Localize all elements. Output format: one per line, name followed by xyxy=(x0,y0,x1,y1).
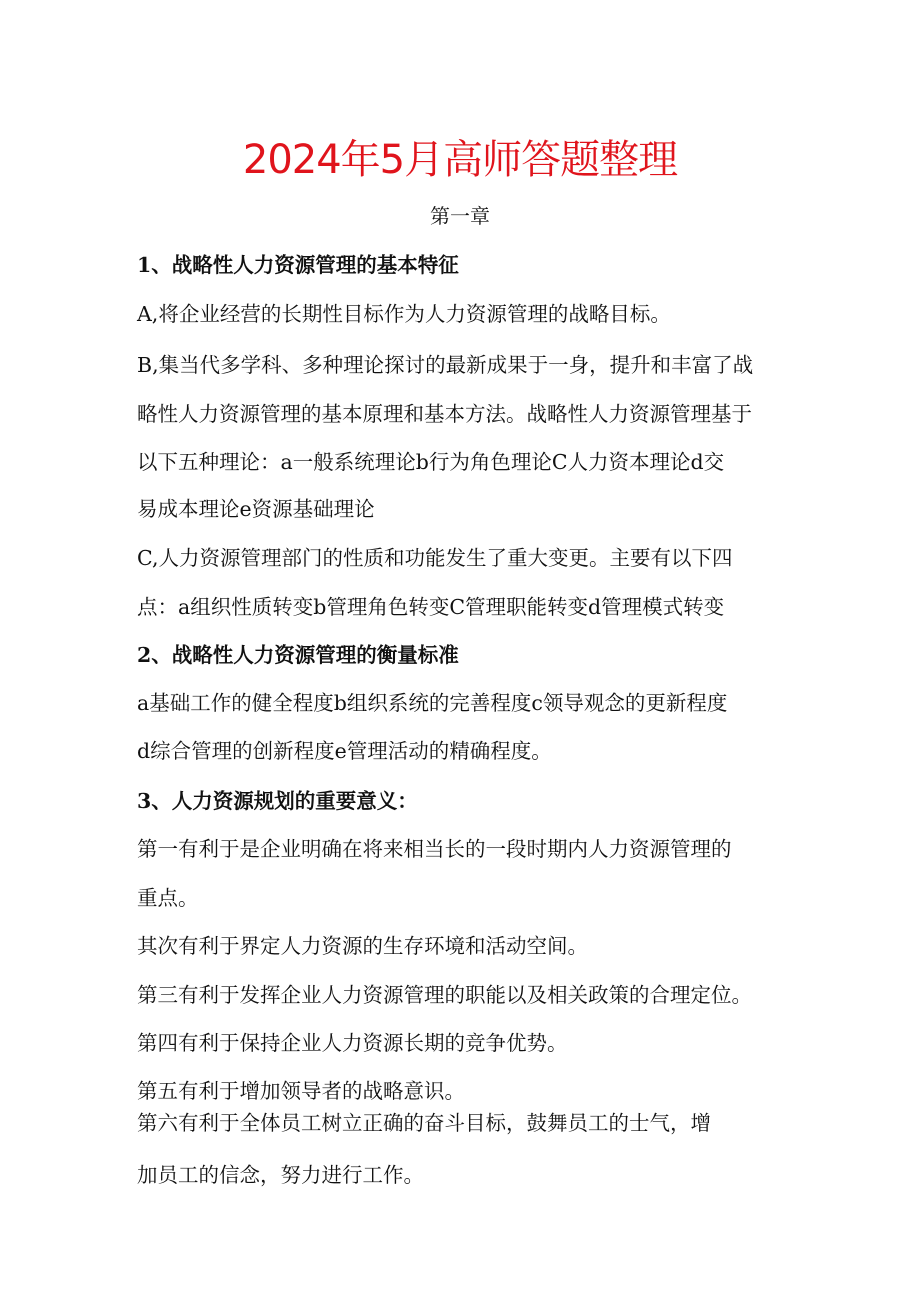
paragraph-line: 第三有利于发挥企业人力资源管理的职能以及相关政策的合理定位。 xyxy=(137,983,752,1007)
paragraph-line: 第一有利于是企业明确在将来相当长的一段时期内人力资源管理的 xyxy=(137,837,732,861)
section-heading-1: 1、战略性人力资源管理的基本特征 xyxy=(137,253,459,277)
paragraph-line: 易成本理论e资源基础理论 xyxy=(137,497,375,521)
paragraph-line: 加员工的信念，努力进行工作。 xyxy=(137,1163,424,1187)
paragraph-line: B,集当代多学科、多种理论探讨的最新成果于一身，提升和丰富了战 xyxy=(137,353,754,377)
paragraph-line: 点：a组织性质转变b管理角色转变C管理职能转变d管理模式转变 xyxy=(137,595,725,619)
paragraph-line: 重点。 xyxy=(137,886,199,910)
document-title: 2024年5月高师答题整理 xyxy=(242,137,678,183)
chapter-heading: 第一章 xyxy=(430,204,490,228)
paragraph-line: 第五有利于增加领导者的战略意识。 xyxy=(137,1079,465,1103)
section-heading-3: 3、人力资源规划的重要意义： xyxy=(137,789,418,813)
paragraph-line: a基础工作的健全程度b组织系统的完善程度c领导观念的更新程度 xyxy=(137,691,728,715)
paragraph-line: 以下五种理论：a一般系统理论b行为角色理论C人力资本理论d交 xyxy=(137,450,725,474)
section-heading-2: 2、战略性人力资源管理的衡量标准 xyxy=(137,643,459,667)
paragraph-line: 其次有利于界定人力资源的生存环境和活动空间。 xyxy=(137,934,588,958)
paragraph-line: A,将企业经营的长期性目标作为人力资源管理的战略目标。 xyxy=(137,302,671,326)
paragraph-line: d综合管理的创新程度e管理活动的精确程度。 xyxy=(137,739,552,763)
paragraph-line: C,人力资源管理部门的性质和功能发生了重大变更。主要有以下四 xyxy=(137,546,733,570)
paragraph-line: 第六有利于全体员工树立正确的奋斗目标，鼓舞员工的士气，增 xyxy=(137,1111,711,1135)
paragraph-line: 第四有利于保持企业人力资源长期的竞争优势。 xyxy=(137,1031,568,1055)
paragraph-line: 略性人力资源管理的基本原理和基本方法。战略性人力资源管理基于 xyxy=(137,402,752,426)
